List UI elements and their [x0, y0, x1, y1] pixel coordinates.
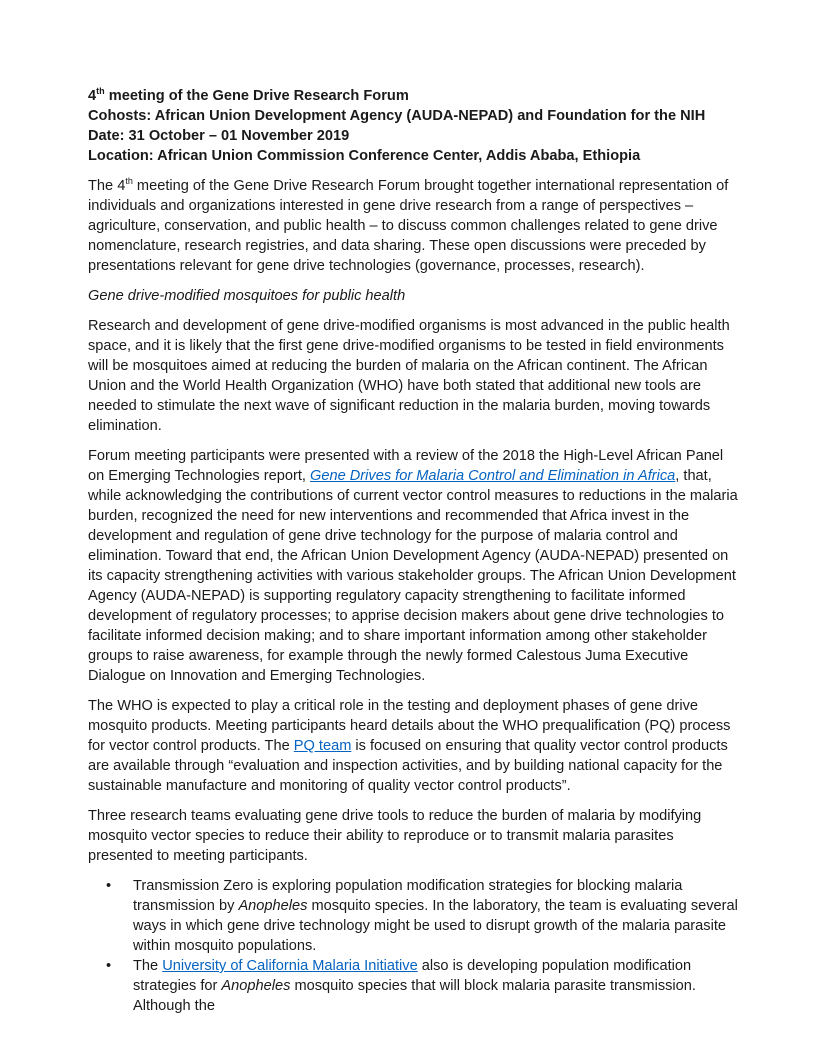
doc-title: [88, 86, 738, 106]
b2-text-mid: also is developing population modification strategies for: [133, 958, 692, 994]
who-text-post: is focused on ensuring that quality vector control products are available through “evaluation and inspection activities, and by building national capacity for the sustainable manufacture and monitoring of quality vector control products”.: [88, 738, 728, 794]
intro-superscript: th: [125, 176, 133, 187]
doc-cohosts-line: Cohosts: African Union Development Agency (AUDA-NEPAD) and Foundation for the NIH: [88, 108, 706, 124]
document-content: [88, 86, 738, 1026]
paragraph-who: [88, 696, 738, 796]
b1-text-post: mosquito species. In the laboratory, the team is evaluating several ways in which gene drive technology might be used to disrupt growth of the malaria parasite within mosquito populations.: [133, 898, 738, 954]
b1-text-pre: Transmission Zero is exploring population modification strategies for blocking malaria transmission by: [133, 878, 683, 914]
pq-team-link[interactable]: PQ team: [293, 738, 352, 754]
doc-date-line: Date: 31 October – 01 November 2019: [88, 128, 350, 144]
b2-text-pre: The: [133, 958, 163, 974]
list-item-transmission-zero: [106, 876, 738, 956]
paragraph-three-teams: Three research teams evaluating gene drive tools to reduce the burden of malaria by modifying mosquito vector species to reduce their ability to reproduce or to transmit malaria parasites presented to meeting participants.: [88, 808, 702, 864]
b2-text-post: mosquito species that will block malaria parasite transmission. Although the: [133, 978, 696, 1014]
b1-species-name: Anopheles: [238, 898, 308, 914]
doc-location-line: Location: African Union Commission Conference Center, Addis Ababa, Ethiopia: [88, 148, 641, 164]
uc-malaria-initiative-link[interactable]: University of California Malaria Initiative: [162, 958, 418, 974]
who-text-pre: The WHO is expected to play a critical role in the testing and deployment phases of gene drive mosquito products. Meeting participants heard details about the WHO prequalification (PQ) process for vector control products. The: [88, 698, 731, 754]
doc-title-rest: meeting of the Gene Drive Research Forum: [104, 88, 409, 104]
doc-title-prefix: 4: [88, 88, 97, 104]
section-heading-mosquitoes: Gene drive-modified mosquitoes for public health: [88, 288, 406, 304]
gene-drives-report-link[interactable]: Gene Drives for Malaria Control and Elimination in Africa: [310, 468, 676, 484]
forum-text-post: , that, while acknowledging the contributions of current vector control measures to reductions in the malaria burden, recognized the need for new interventions and recommended that Africa invest in the development and regulation of gene drive technology for the purpose of malaria control and elimination. Toward that end, the African Union Development Agency (AUDA-NEPAD) presented on its capacity strengthening activities with various stakeholder groups. The African Union Development Agency (AUDA-NEPAD) is supporting regulatory capacity strengthening to facilitate informed development of regulatory processes; to apprise decision makers about gene drive technologies to facilitate informed decision making; and to share important information among other stakeholder groups to raise awareness, for example through the newly formed Calestous Juma Executive Dialogue on Innovation and Emerging Technologies.: [88, 468, 738, 684]
list-item-uc-malaria-initiative: [106, 956, 738, 1016]
b2-species-name: Anopheles: [221, 978, 291, 994]
research-teams-list: [88, 876, 738, 1016]
paragraph-research-development: Research and development of gene drive-modified organisms is most advanced in the public health space, and it is likely that the first gene drive-modified organisms to be tested in field environments will be mosquitoes aimed at reducing the burden of malaria on the African continent. The African Union and the World Health Organization (WHO) have both stated that additional new tools are needed to stimulate the next wave of significant reduction in the malaria burden, moving towards elimination.: [88, 318, 730, 434]
paragraph-forum-report: [88, 446, 738, 686]
bullet-icon: •: [106, 958, 112, 974]
intro-text-pre: The 4: [88, 178, 126, 194]
paragraph-intro: [88, 176, 738, 276]
forum-text-pre: Forum meeting participants were presented with a review of the 2018 the High-Level African Panel on Emerging Technologies report,: [88, 448, 724, 484]
intro-text-post: meeting of the Gene Drive Research Forum brought together international representation of individuals and organizations interested in gene drive research from a range of perspectives – agriculture, conservation, and public health – to discuss common challenges related to gene drive nomenclature, research registries, and data sharing. These open discussions were preceded by presentations relevant for gene drive technologies (governance, processes, research).: [88, 178, 729, 274]
bullet-icon: •: [106, 878, 112, 894]
doc-title-superscript: th: [96, 86, 105, 97]
